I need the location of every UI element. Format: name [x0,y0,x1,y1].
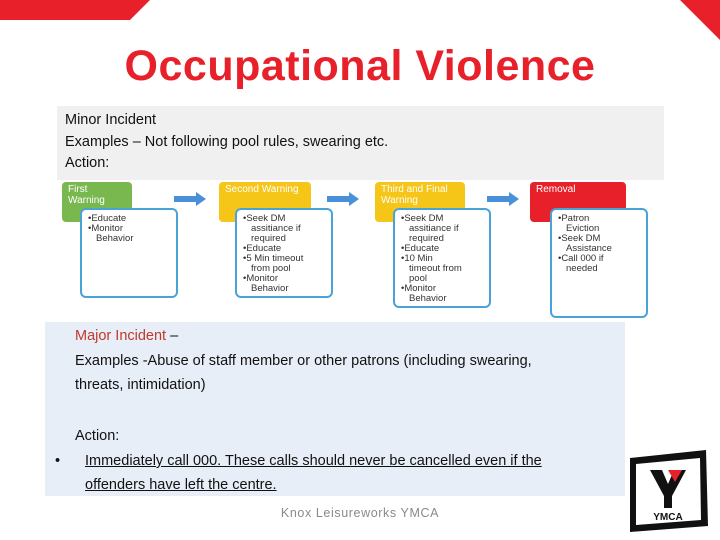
stage-action-item: pool [409,272,427,284]
major-incident-dash: – [166,328,179,344]
major-incident-examples-line2: threats, intimidation) [75,377,206,393]
stage-action-item: •Call 000 if [558,252,604,264]
flow-arrow-icon [327,192,359,206]
flow-arrow-icon [174,192,206,206]
major-incident-bullet-line2: offenders have left the centre. [85,477,277,493]
minor-incident-examples: Examples – Not following pool rules, swearing etc. [65,134,389,150]
minor-incident-heading: Minor Incident [65,112,157,128]
stage-action-item: •Patron [558,213,590,224]
corner-decoration-right [680,0,720,40]
stage-heading-third-final-warning: Third and Final Warning [375,182,465,222]
stage-action-item: Behavior [251,282,289,294]
stage-action-item: Eviction [566,222,600,234]
stage-actions-third-final-warning [393,208,491,308]
stage-action-item: assitiance if [409,222,459,234]
slide-title: Occupational Violence [124,42,596,90]
stage-action-item: •Seek DM [243,213,286,224]
stage-action-item: •5 Min timeout [243,252,304,264]
major-incident-bullet: Immediately call 000. These calls should never be cancelled even if the [85,453,542,469]
stage-action-item: •Educate [401,242,440,254]
stage-action-item: •10 Min [401,252,433,264]
stage-action-item: •Educate [243,242,282,254]
stage-action-item: Assistance [566,242,612,254]
stage-heading-second-warning: Second Warning [219,182,311,222]
footer-text: Knox Leisureworks YMCA [280,506,440,520]
corner-decoration-left [0,0,150,20]
stage-action-item: •Educate [88,213,127,224]
major-incident-heading: Major Incident [75,328,167,344]
major-incident-box [45,322,625,496]
major-incident-heading-line [75,328,178,344]
logo-text: YMCA [653,512,683,523]
stage-action-item: from pool [251,262,291,274]
minor-incident-action: Action: [65,155,110,171]
bullet-dot-icon: • [55,453,61,469]
stage-action-item: needed [566,262,598,274]
stage-heading-first-warning: First Warning [62,182,132,222]
warning-process-diagram [57,180,664,322]
flow-arrow-icon [487,192,519,206]
stage-action-item: •Monitor [401,282,437,294]
stage-heading-removal: Removal [530,182,626,222]
major-incident-action: Action: [75,428,120,444]
stage-action-item: required [409,232,444,244]
stage-actions-removal [550,208,648,318]
stage-actions-second-warning [235,208,333,298]
stage-action-item: •Seek DM [401,213,444,224]
stage-action-item: Behavior [409,292,447,304]
stage-action-item: •Monitor [88,222,124,234]
stage-action-item: •Monitor [243,272,279,284]
stage-action-item: assitiance if [251,222,301,234]
stage-action-item: Behavior [96,232,134,244]
stage-action-item: required [251,232,286,244]
stage-actions-first-warning [80,208,178,298]
stage-action-item: •Seek DM [558,232,601,244]
major-incident-examples-line1: Examples -Abuse of staff member or other patrons (including swearing, [75,353,532,369]
stage-action-item: timeout from [409,262,462,274]
ymca-logo [626,448,710,534]
minor-incident-box [57,106,664,180]
